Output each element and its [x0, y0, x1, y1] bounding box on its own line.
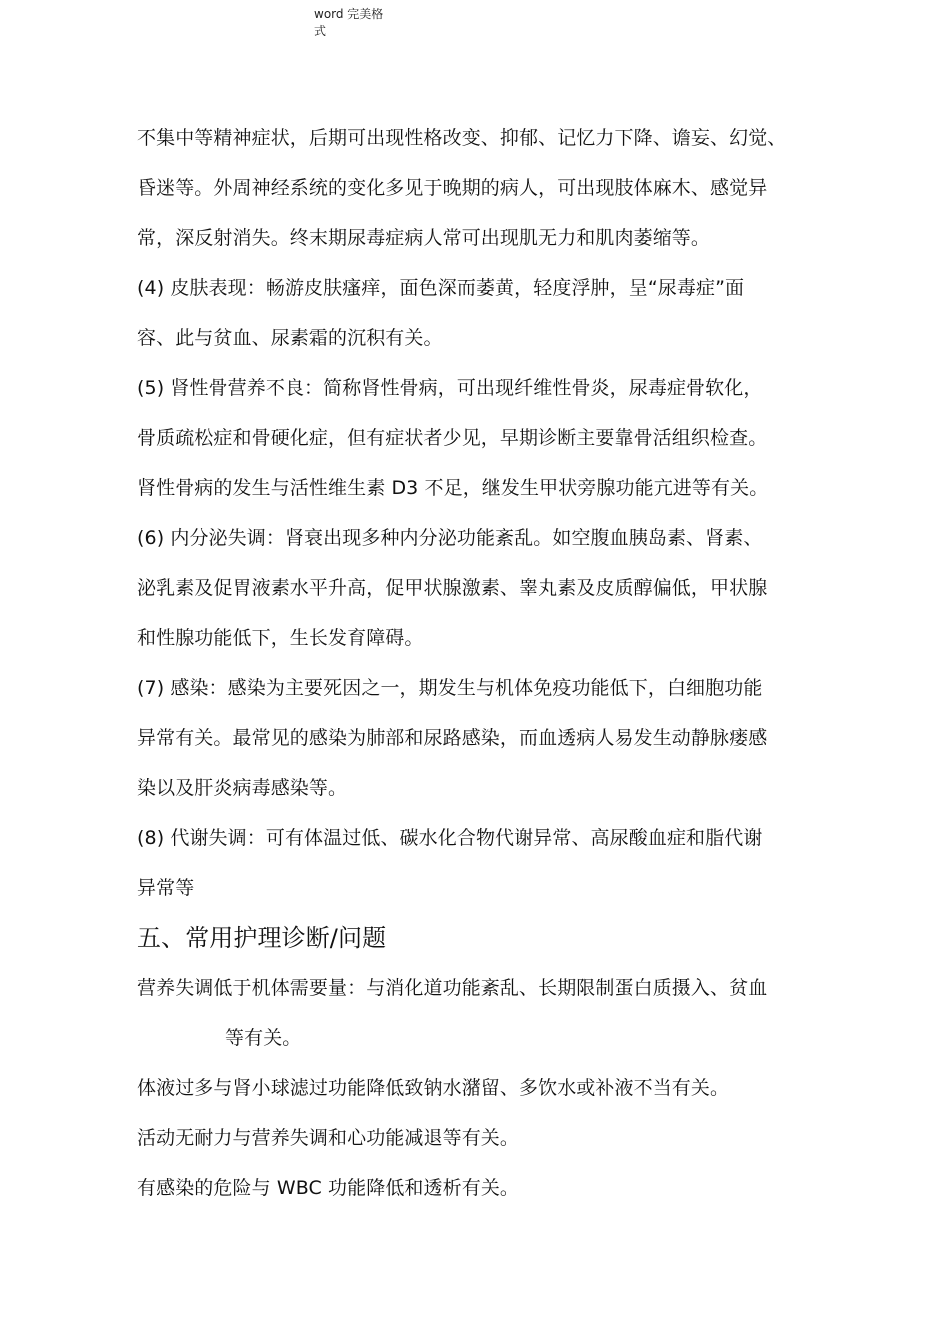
body-line: 异常等	[137, 877, 195, 899]
body-line: 常，深反射消失。终末期尿毒症病人常可出现肌无力和肌肉萎缩等。	[137, 227, 711, 249]
nursing-line-continued: 等有关。	[225, 1027, 302, 1049]
body-line: (5) 肾性骨营养不良：简称肾性骨病，可出现纤维性骨炎，尿毒症骨软化，	[137, 377, 763, 399]
body-line: (7) 感染：感染为主要死因之一，期发生与机体免疫功能低下，白细胞功能	[137, 677, 763, 699]
body-line: (4) 皮肤表现：畅游皮肤瘙痒，面色深而萎黄，轻度浮肿，呈“尿毒症”面	[137, 277, 745, 299]
body-line: 昏迷等。外周神经系统的变化多见于晚期的病人，可出现肢体麻木、感觉异	[137, 177, 768, 199]
header-line-2: 式	[314, 24, 327, 38]
document-body	[137, 113, 827, 1213]
body-line: (6) 内分泌失调：肾衰出现多种内分泌功能紊乱。如空腹血胰岛素、肾素、	[137, 527, 763, 549]
page-header	[314, 6, 404, 40]
body-line: 骨质疏松症和骨硬化症，但有症状者少见，早期诊断主要靠骨活组织检查。	[137, 427, 768, 449]
nursing-line: 体液过多与肾小球滤过功能降低致钠水潴留、多饮水或补液不当有关。	[137, 1077, 730, 1099]
body-line: 容、此与贫血、尿素霜的沉积有关。	[137, 327, 443, 349]
nursing-line: 有感染的危险与 WBC 功能降低和透析有关。	[137, 1177, 520, 1199]
body-line: 染以及肝炎病毒感染等。	[137, 777, 348, 799]
header-line-1: word 完美格	[314, 7, 384, 21]
body-line: 泌乳素及促胃液素水平升高，促甲状腺激素、睾丸素及皮质醇偏低，甲状腺	[137, 577, 768, 599]
nursing-line: 营养失调低于机体需要量：与消化道功能紊乱、长期限制蛋白质摄入、贫血	[137, 977, 768, 999]
body-line: 和性腺功能低下，生长发育障碍。	[137, 627, 424, 649]
body-line: (8) 代谢失调：可有体温过低、碳水化合物代谢异常、高尿酸血症和脂代谢	[137, 827, 763, 849]
nursing-line: 活动无耐力与营养失调和心功能减退等有关。	[137, 1127, 520, 1149]
body-line: 异常有关。最常见的感染为肺部和尿路感染，而血透病人易发生动静脉瘘感	[137, 727, 768, 749]
section-heading: 五、常用护理诊断/问题	[137, 924, 387, 952]
body-line: 肾性骨病的发生与活性维生素 D3 不足，继发生甲状旁腺功能亢进等有关。	[137, 477, 769, 499]
body-line: 不集中等精神症状，后期可出现性格改变、抑郁、记忆力下降、谵妄、幻觉、	[137, 127, 787, 149]
